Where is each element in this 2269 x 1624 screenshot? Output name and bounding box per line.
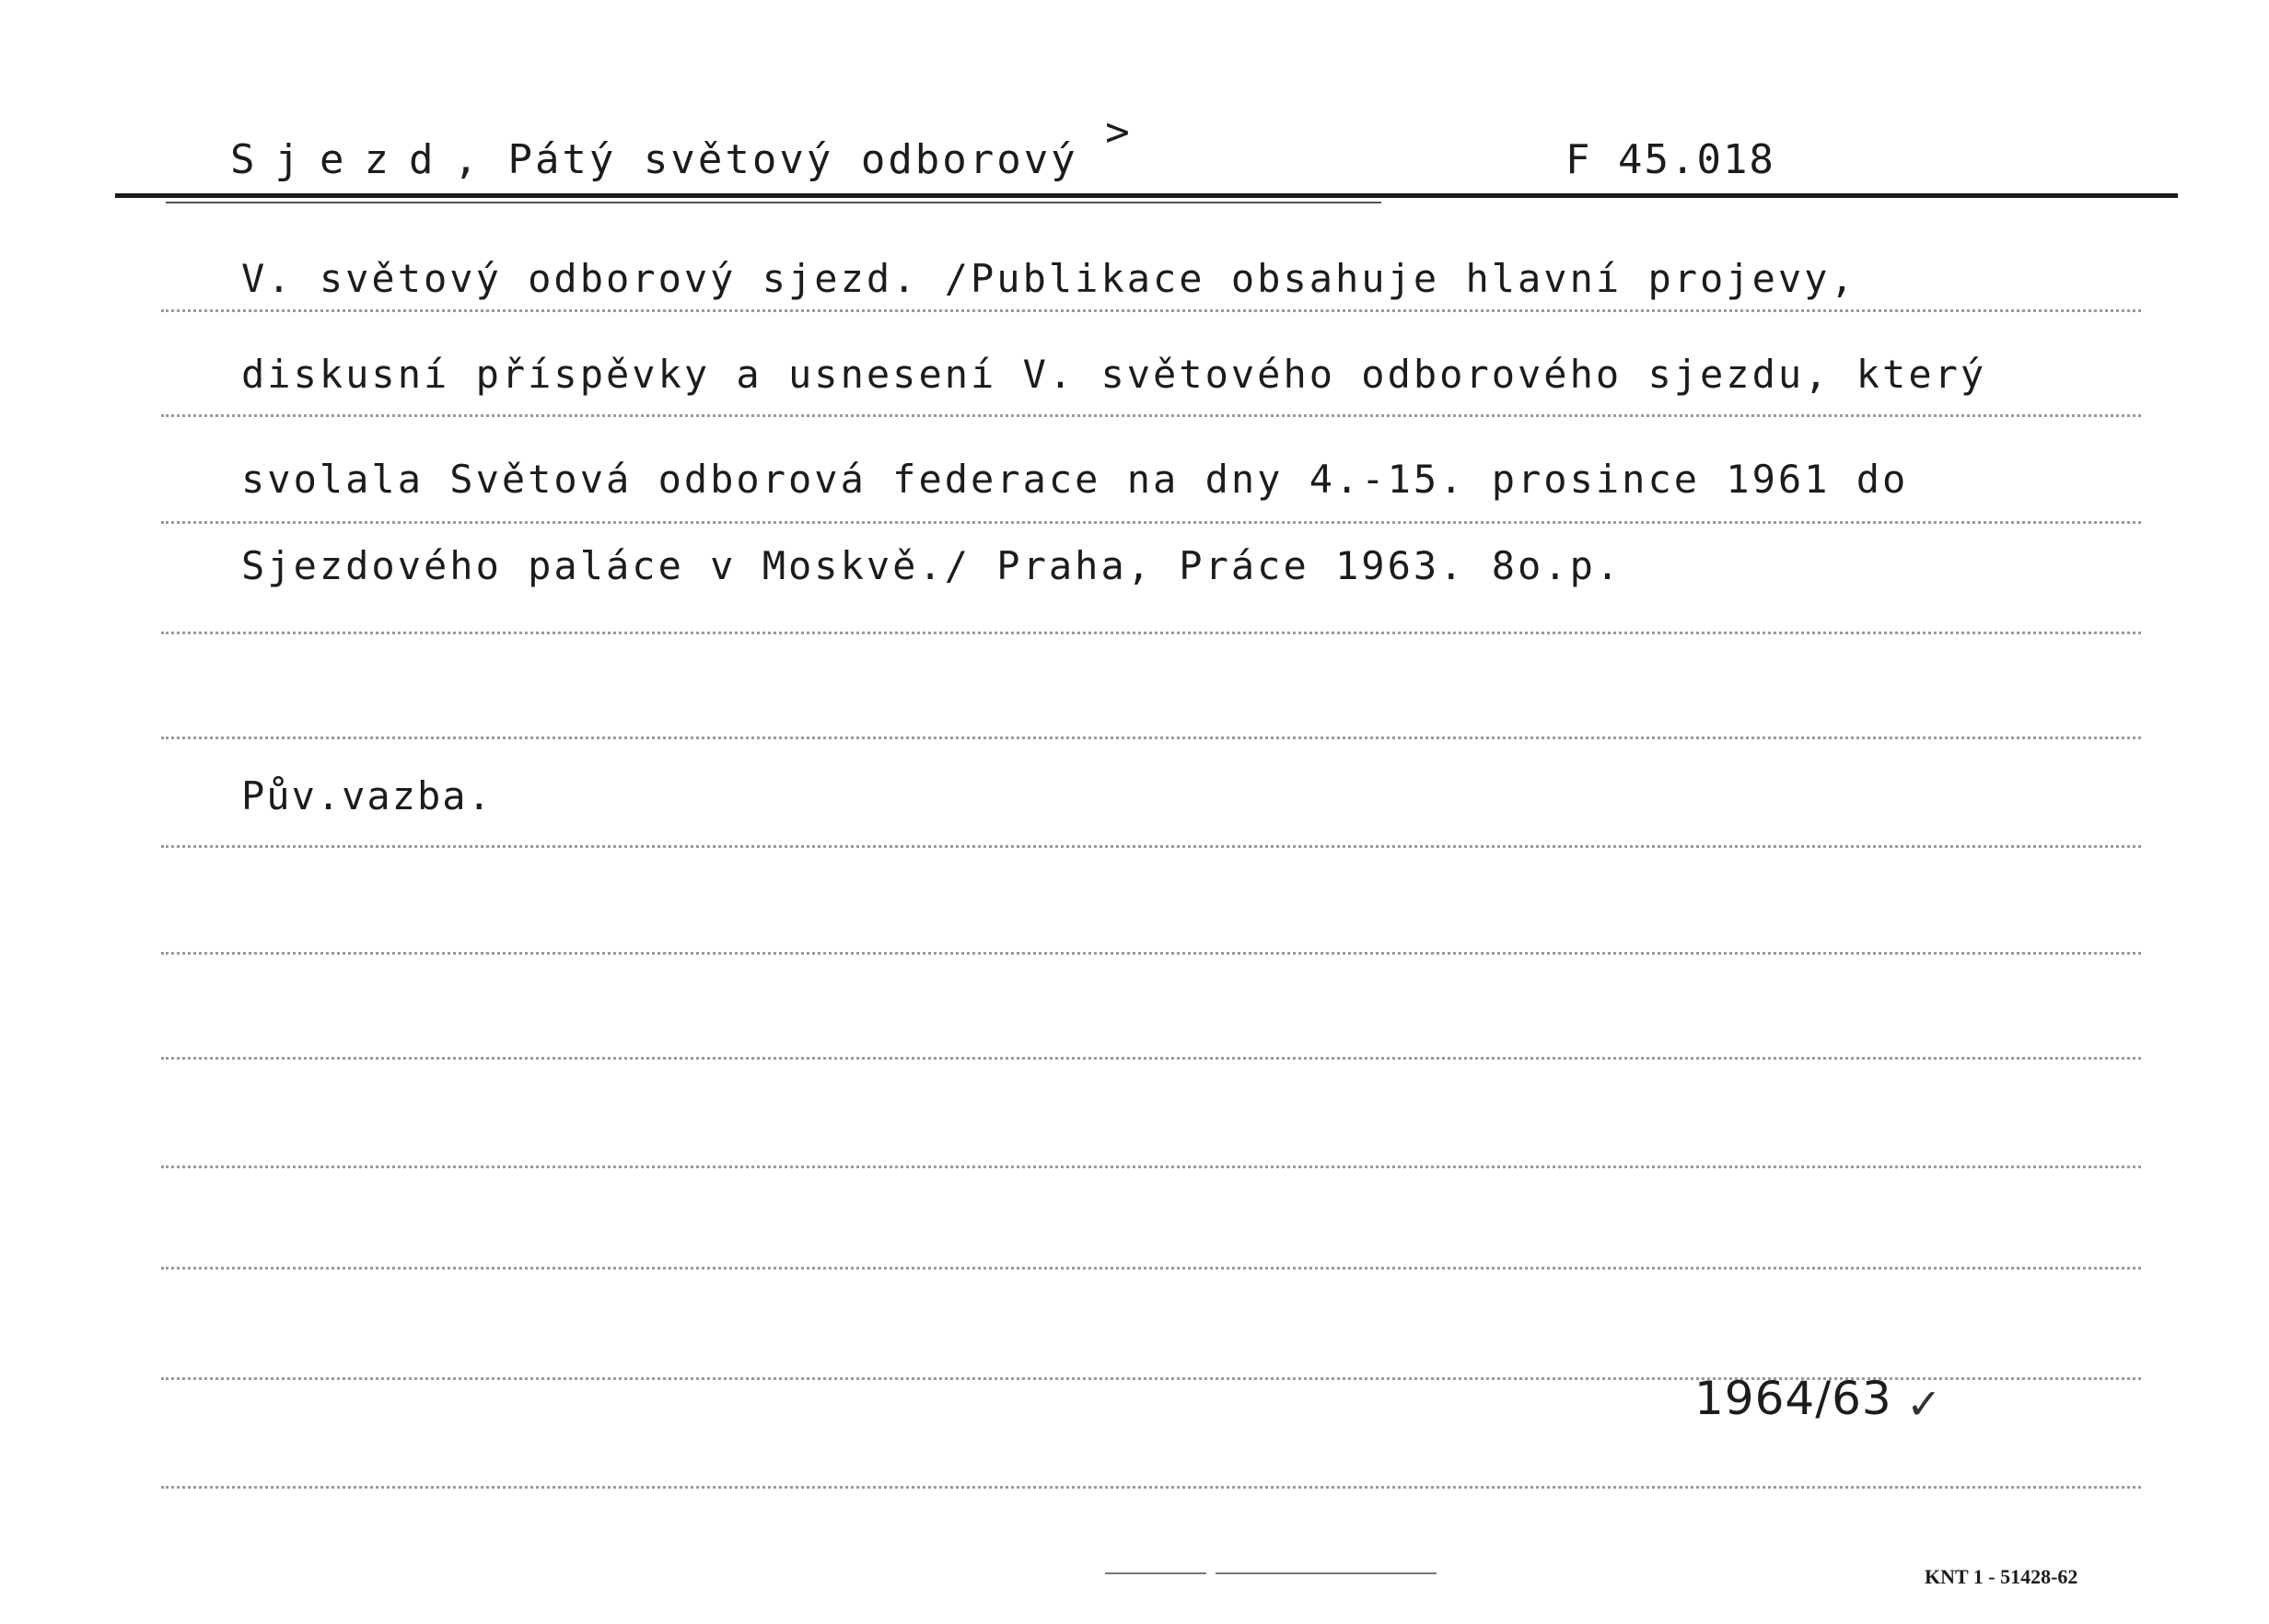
guide-line (161, 632, 2141, 634)
description-line-2: diskusní příspěvky a usnesení V. světového odborového sjezdu, který (241, 352, 1987, 397)
bottom-mark (1105, 1572, 1206, 1574)
description-line-1: V. světový odborový sjezd. /Publikace obsahuje hlavní projevy, (241, 256, 1856, 301)
header-rule-thin (166, 202, 1381, 203)
card-heading (230, 109, 1133, 183)
heading-separator: , (453, 136, 481, 183)
guide-line (161, 952, 2141, 955)
description-line-4: Sjezdového paláce v Moskvě./ Praha, Práce 1963. 8o.p. (241, 543, 1623, 588)
form-code: KNT 1 - 51428-62 (1925, 1565, 2078, 1588)
guide-line (161, 1057, 2141, 1060)
bottom-mark (1216, 1572, 1437, 1574)
heading-bracket: > (1105, 109, 1133, 156)
description-line-3: svolala Světová odborová federace na dny 4.-15. prosince 1961 do (241, 457, 1909, 502)
guide-line (161, 414, 2141, 417)
guide-line (161, 845, 2141, 848)
heading-subject: Pátý světový odborový (507, 136, 1078, 183)
guide-line (161, 521, 2141, 524)
heading-keyword: Sjezd (230, 136, 454, 183)
guide-line (161, 309, 2141, 312)
guide-line (161, 1486, 2141, 1489)
call-number: F 45.018 (1565, 136, 1775, 183)
binding-note: Pův.vazba. (241, 773, 493, 818)
check-mark-icon: ✓ (1906, 1379, 1942, 1429)
guide-line (161, 737, 2141, 739)
guide-line (161, 1166, 2141, 1168)
guide-line (161, 1267, 2141, 1270)
header-rule (115, 193, 2178, 198)
accession-number: 1964/63 (1694, 1372, 1892, 1425)
